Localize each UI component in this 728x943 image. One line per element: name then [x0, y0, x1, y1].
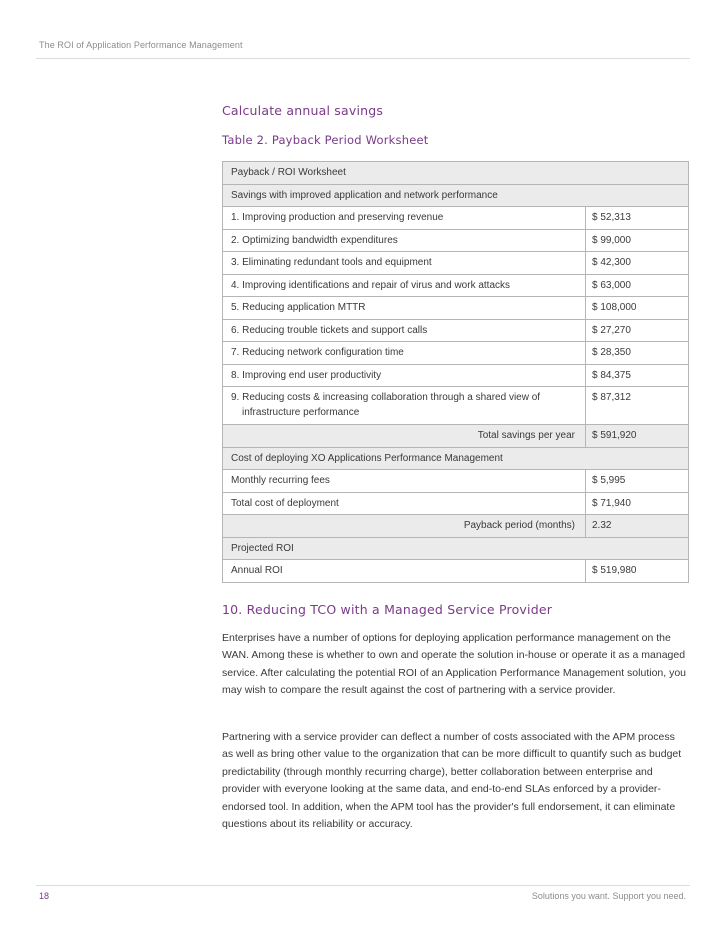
table-row [223, 342, 689, 365]
table-row [223, 560, 689, 583]
running-header: The ROI of Application Performance Management [39, 40, 243, 50]
savings-item-label: 2. Optimizing bandwidth expenditures [223, 229, 586, 252]
payback-period-value: 2.32 [586, 515, 689, 538]
savings-item-value: $ 108,000 [586, 297, 689, 320]
table-row [223, 364, 689, 387]
table-row [223, 207, 689, 230]
savings-item-label: 7. Reducing network configuration time [223, 342, 586, 365]
table-row [223, 470, 689, 493]
table-row-savings-heading [223, 184, 689, 207]
article-paragraph: Partnering with a service provider can deflect a number of costs associated with the APM process as well as bring other value to the organization that can be more difficult to quantify such as budget predictability (through monthly recurring charge), better collaboration between enterprise and provider with everyone looking at the same data, and end-to-end SLAs enforced by a provider-endorsed tool. In addition, when the APM tool has the provider's full endorsement, it can eliminate questions about its reliability or accuracy. [222, 731, 682, 831]
total-savings-label: Total savings per year [223, 425, 586, 448]
table-row [223, 387, 689, 425]
table-row-payback [223, 515, 689, 538]
payback-worksheet-table [222, 161, 689, 583]
savings-item-label: 5. Reducing application MTTR [223, 297, 586, 320]
savings-item-label: 1. Improving production and preserving revenue [223, 207, 586, 230]
table-row-total-savings [223, 425, 689, 448]
monthly-fees-label: Monthly recurring fees [223, 470, 586, 493]
table-row [223, 274, 689, 297]
page-number: 18 [39, 891, 50, 901]
table-row-cost-heading [223, 447, 689, 470]
header-divider [36, 58, 690, 59]
article-paragraph: Enterprises have a number of options for deploying application performance management on the WAN. Among these is whether to own and operate the solution in-house or operate it as a managed service. After calculating the potential ROI of an Application Performance Management solution, you may wish to compare the result against the cost of partnering with a service provider. [222, 632, 687, 697]
roi-heading-cell: Projected ROI [223, 537, 689, 560]
total-savings-value: $ 591,920 [586, 425, 689, 448]
total-cost-value: $ 71,940 [586, 492, 689, 515]
table-row [223, 297, 689, 320]
savings-item-label: 3. Eliminating redundant tools and equipment [223, 252, 586, 275]
savings-item-label: 8. Improving end user productivity [223, 364, 586, 387]
annual-roi-value: $ 519,980 [586, 560, 689, 583]
table-row [223, 252, 689, 275]
article-heading: 10. Reducing TCO with a Managed Service Provider [222, 602, 553, 617]
section-heading: Calculate annual savings [222, 103, 384, 118]
savings-item-label: 4. Improving identifications and repair of virus and work attacks [223, 274, 586, 297]
footer-tagline: Solutions you want. Support you need. [531, 891, 686, 901]
annual-roi-label: Annual ROI [223, 560, 586, 583]
footer-divider [36, 885, 690, 886]
monthly-fees-value: $ 5,995 [586, 470, 689, 493]
savings-item-value: $ 87,312 [586, 387, 689, 425]
savings-heading-cell: Savings with improved application and network performance [223, 184, 689, 207]
table-row [223, 492, 689, 515]
savings-item-value: $ 42,300 [586, 252, 689, 275]
payback-period-label: Payback period (months) [223, 515, 586, 538]
savings-item-value: $ 99,000 [586, 229, 689, 252]
worksheet-title-cell: Payback / ROI Worksheet [223, 162, 689, 185]
savings-item-value: $ 63,000 [586, 274, 689, 297]
table-title: Table 2. Payback Period Worksheet [222, 133, 429, 147]
table-row [223, 229, 689, 252]
table-row-title [223, 162, 689, 185]
cost-heading-cell: Cost of deploying XO Applications Performance Management [223, 447, 689, 470]
savings-item-value: $ 27,270 [586, 319, 689, 342]
savings-item-label-line1: 9. Reducing costs & increasing collaboration through a shared view of [231, 392, 541, 403]
table-row-roi-heading [223, 537, 689, 560]
savings-item-value: $ 52,313 [586, 207, 689, 230]
savings-item-value: $ 84,375 [586, 364, 689, 387]
savings-item-value: $ 28,350 [586, 342, 689, 365]
savings-item-label-line2: infrastructure performance [242, 407, 360, 418]
savings-item-label [223, 387, 586, 425]
table-row [223, 319, 689, 342]
savings-item-label: 6. Reducing trouble tickets and support calls [223, 319, 586, 342]
total-cost-label: Total cost of deployment [223, 492, 586, 515]
